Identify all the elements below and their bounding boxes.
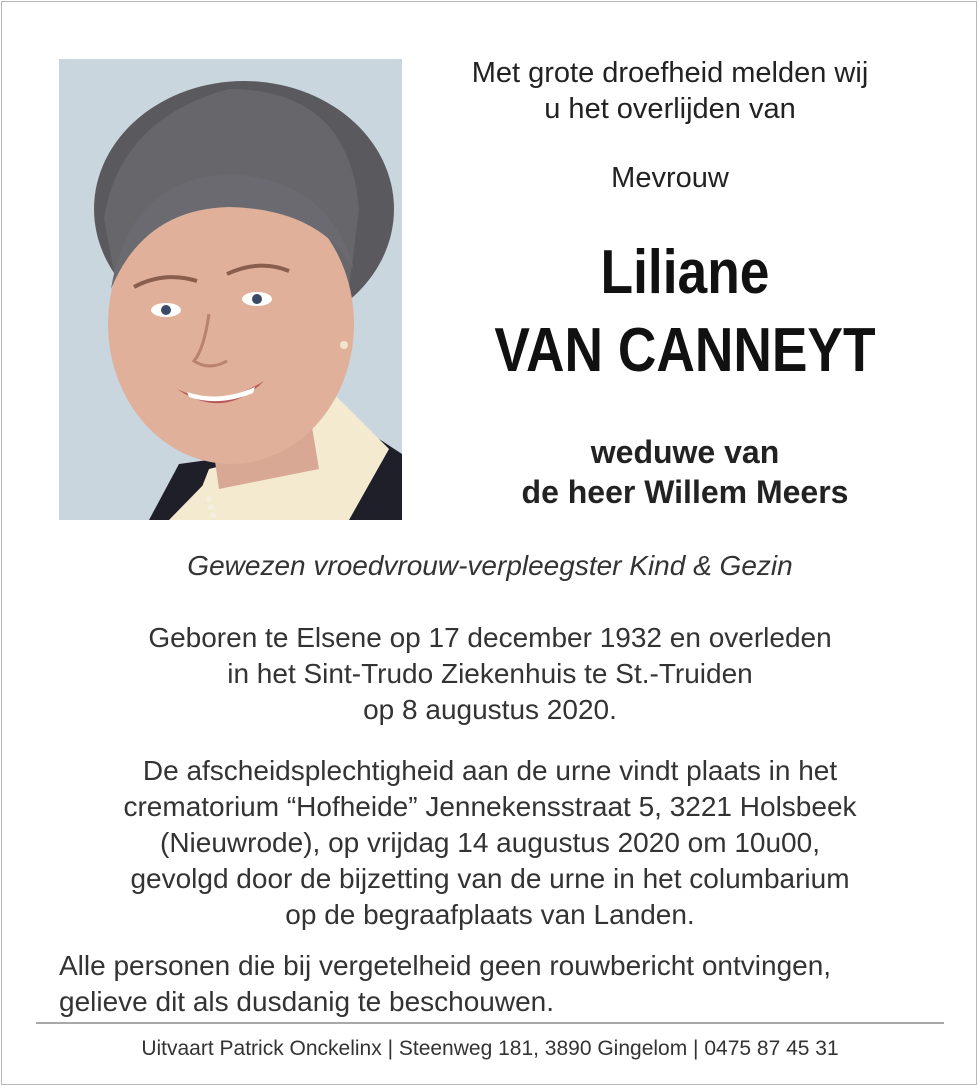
footer-divider <box>36 1022 944 1024</box>
ceremony-line: op de begraafplaats van Landen. <box>285 899 695 930</box>
ceremony-line: crematorium “Hofheide” Jennekensstraat 5, 3221 Holsbeek <box>123 791 857 822</box>
intro-line: u het overlijden van <box>544 93 796 125</box>
honorific: Mevrouw <box>611 162 729 194</box>
notice-line: Alle personen die bij vergetelheid geen rouwbericht ontvingen, <box>59 950 832 981</box>
notice-text <box>59 948 939 1020</box>
birth-line: op 8 augustus 2020. <box>363 694 617 725</box>
ceremony-line: De afscheidsplechtigheid aan de urne vindt plaats in het <box>142 755 838 786</box>
ceremony-details <box>40 753 940 933</box>
notice-line: gelieve dit als dusdanig te beschouwen. <box>59 986 555 1017</box>
portrait-photo <box>59 59 402 520</box>
funeral-home-footer: Uitvaart Patrick Onckelinx | Steenweg 181, 3890 Gingelom | 0475 87 45 31 <box>141 1037 839 1060</box>
deceased-first-name: Liliane <box>600 238 770 307</box>
intro-line: Met grote droefheid melden wij <box>471 57 869 89</box>
portrait-illustration <box>59 59 402 520</box>
widow-line: de heer Willem Meers <box>521 474 849 510</box>
birth-line: Geboren te Elsene op 17 december 1932 en overleden <box>148 622 832 653</box>
deceased-last-name: VAN CANNEYT <box>494 316 876 385</box>
announcement-intro <box>430 55 910 127</box>
birth-line: in het Sint-Trudo Ziekenhuis te St.-Truiden <box>227 658 753 689</box>
birth-death-details <box>40 620 940 728</box>
occupation: Gewezen vroedvrouw-verpleegster Kind & Gezin <box>187 550 793 581</box>
widow-of <box>430 432 940 512</box>
ceremony-line: (Nieuwrode), op vrijdag 14 augustus 2020 om 10u00, <box>160 827 820 858</box>
ceremony-line: gevolgd door de bijzetting van de urne in het columbarium <box>130 863 850 894</box>
widow-line: weduwe van <box>590 434 780 470</box>
